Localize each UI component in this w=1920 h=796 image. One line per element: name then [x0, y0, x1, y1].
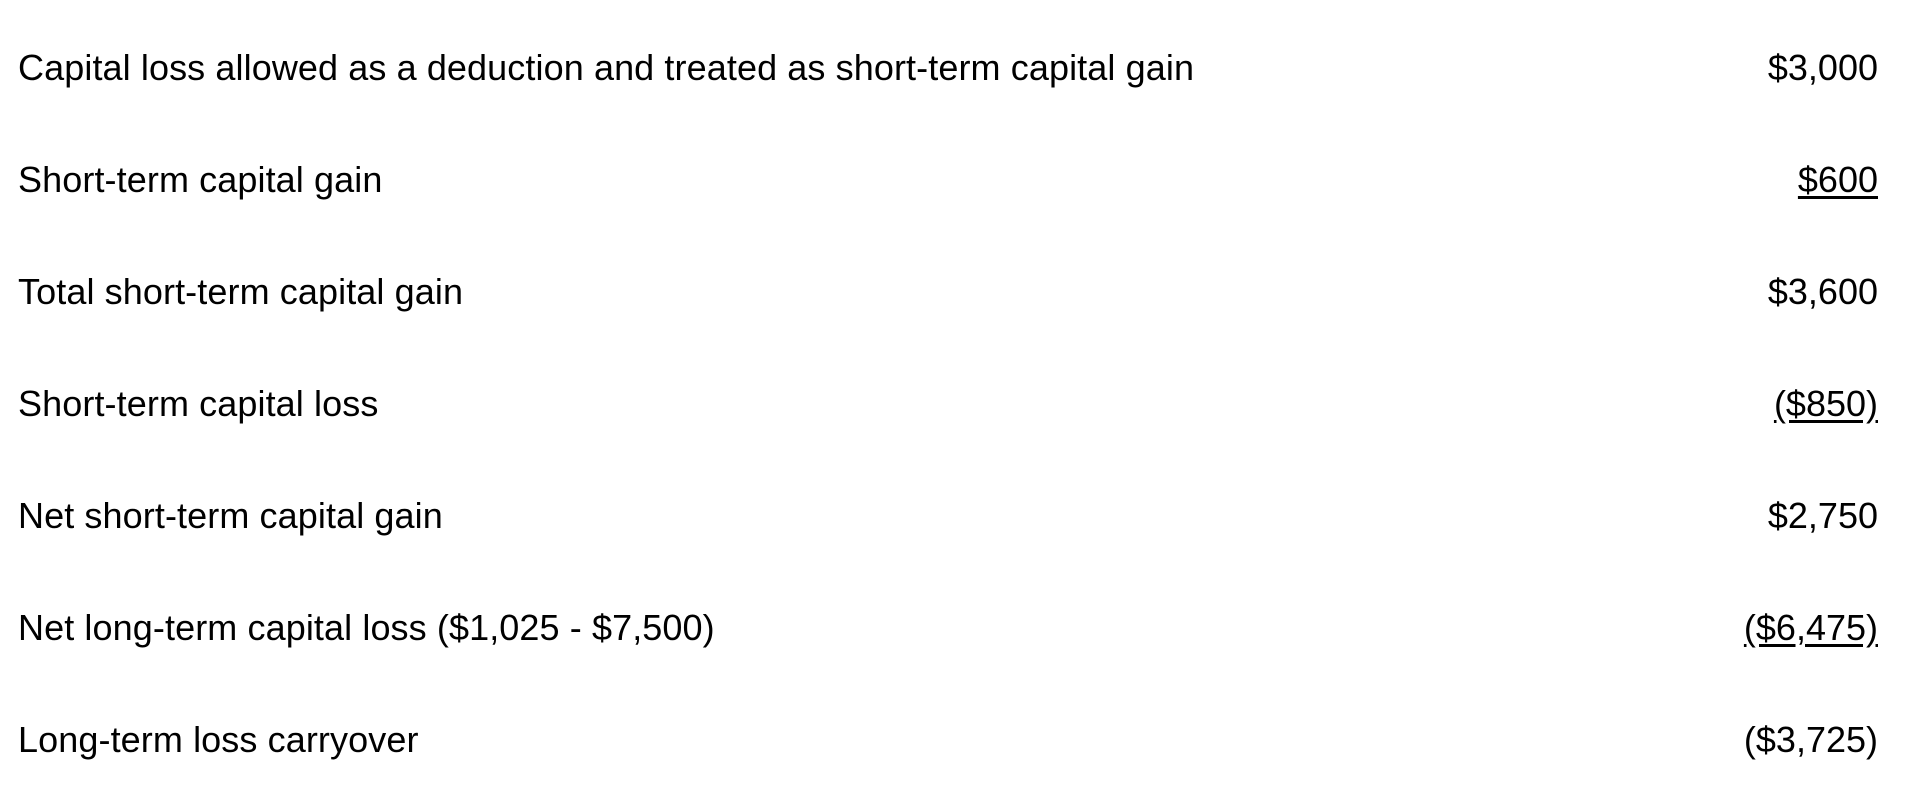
- table-row: [18, 348, 1880, 460]
- row-value: ($6,475): [1743, 607, 1878, 648]
- table-row: [18, 572, 1880, 684]
- row-value: $2,750: [1767, 495, 1878, 536]
- row-label: Net long-term capital loss ($1,025 - $7,500): [18, 607, 715, 648]
- row-value: $3,600: [1767, 271, 1878, 312]
- table-row: [18, 460, 1880, 572]
- table-row: [18, 12, 1880, 124]
- table-row: [18, 124, 1880, 236]
- row-value: $3,000: [1767, 47, 1878, 88]
- table-row: [18, 236, 1880, 348]
- row-label: Short-term capital loss: [18, 383, 379, 424]
- row-value: ($850): [1773, 383, 1878, 424]
- row-value: $600: [1797, 159, 1878, 200]
- row-label: Total short-term capital gain: [18, 271, 464, 312]
- row-label: Net short-term capital gain: [18, 495, 443, 536]
- row-label: Capital loss allowed as a deduction and treated as short-term capital gain: [18, 47, 1195, 88]
- table-row: [18, 684, 1880, 796]
- row-label: Long-term loss carryover: [18, 719, 419, 760]
- row-value: ($3,725): [1743, 719, 1878, 760]
- row-label: Short-term capital gain: [18, 159, 383, 200]
